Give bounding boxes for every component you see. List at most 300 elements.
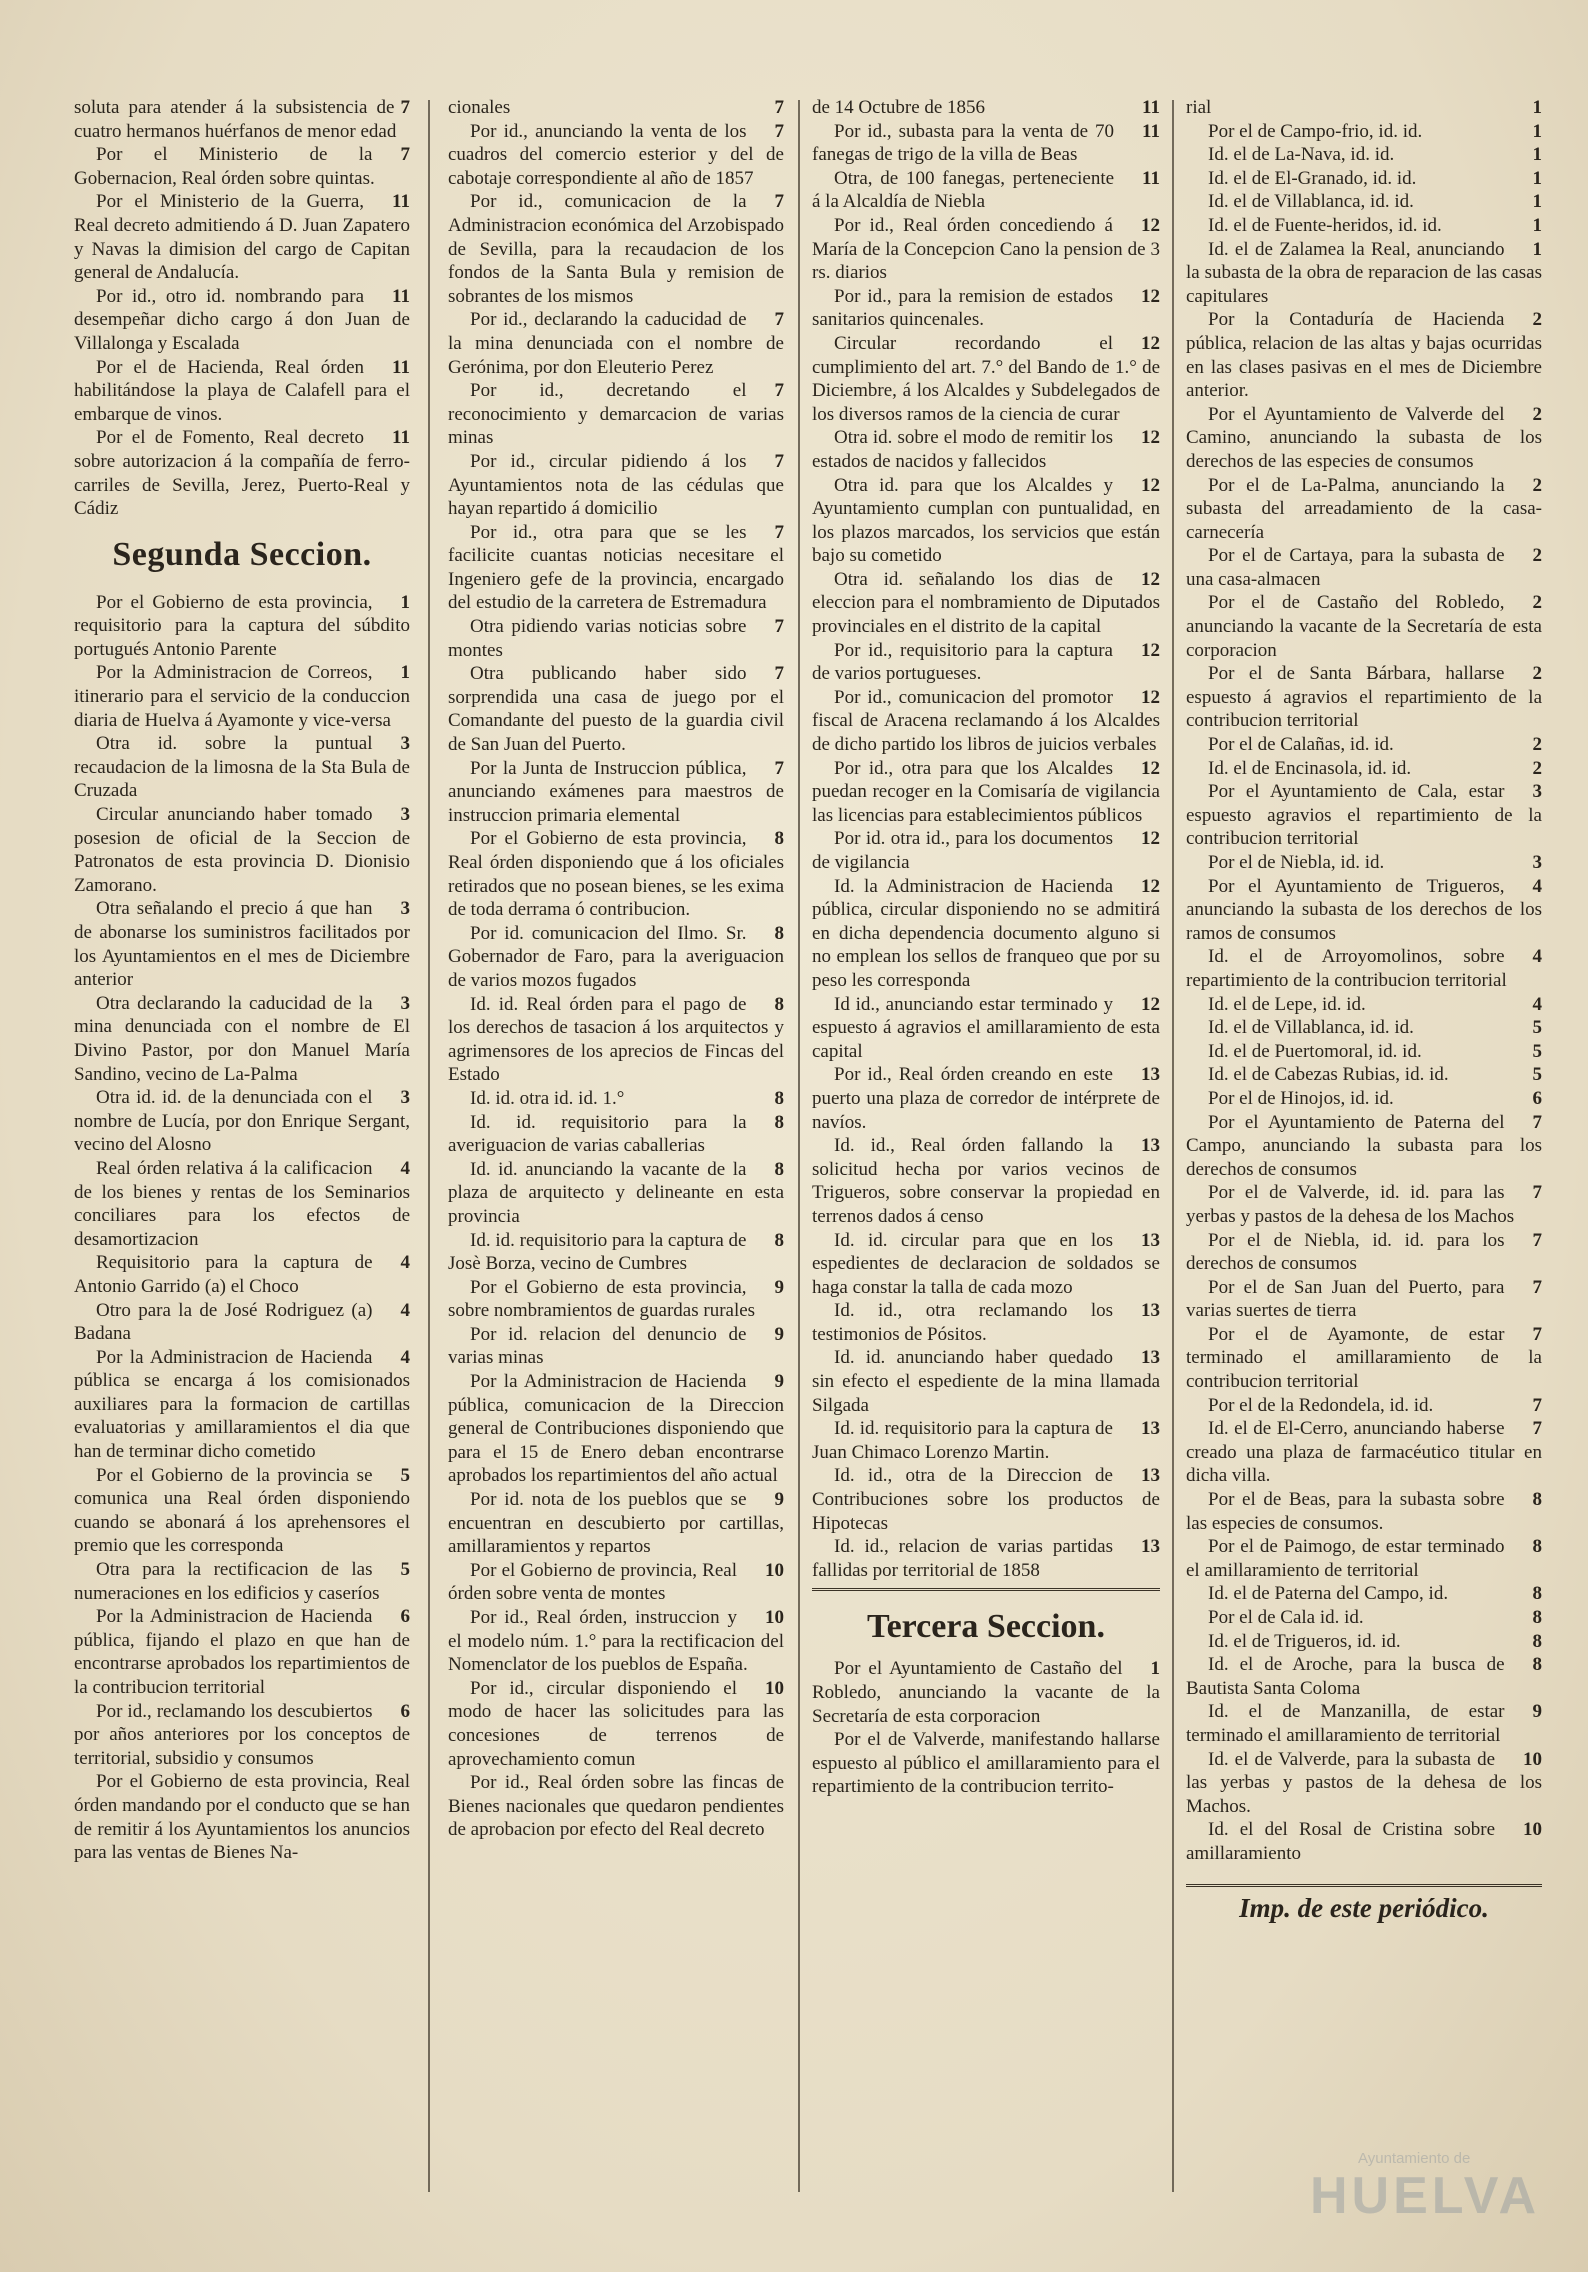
entry-text: Por el de Cala id. id. — [1208, 1607, 1364, 1628]
entry-text: Por id., comunicacion del promotor fiscal de Aracena reclamando á los Alcaldes de dicho partido los libros de juicios verbales — [812, 686, 1160, 756]
page-number: 4 — [1532, 875, 1542, 897]
entry-text: Por la Administracion de Hacienda pública, fijando el plazo en que han de encontrarse aprobados los repartimientos de la contribucion territorial — [74, 1606, 410, 1698]
index-entry — [448, 993, 784, 1087]
page-number: 7 — [400, 144, 410, 166]
entry-text: Id. id. requisitorio para la captura de Juan Chimaco Lorenzo Martin. — [812, 1418, 1113, 1463]
archive-watermark-logo — [1290, 2150, 1570, 2230]
page-number: 9 — [774, 1489, 784, 1511]
entry-text: Por el de Castaño del Robledo, anunciando la vacante de la Secretaría de esta corporacion — [1186, 592, 1542, 661]
page-number: 4 — [400, 1252, 410, 1274]
page-number: 13 — [1141, 1347, 1160, 1369]
entry-text: Por id., Real órden, instruccion y el modelo núm. 1.° para la rectificacion del Nomenclator de los pueblos de España. — [448, 1607, 784, 1676]
index-entry — [448, 96, 784, 120]
index-entry — [74, 96, 410, 143]
entry-text: Otra id. sobre el modo de remitir los estados de nacidos y fallecidos — [812, 427, 1113, 472]
index-entry — [448, 1087, 784, 1111]
imprint-rule — [1186, 1884, 1542, 1887]
entry-text: Id. el de Lepe, id. id. — [1208, 993, 1366, 1015]
entry-text: Otra publicando haber sido sorprendida una casa de juego por el Comandante del puesto de la guardia civil de San Juan del Puerto. — [448, 663, 784, 756]
index-entry — [812, 1063, 1160, 1134]
page-number: 6 — [1532, 1087, 1542, 1109]
index-entry — [74, 1251, 410, 1298]
column-rule — [1172, 100, 1174, 2192]
index-entry — [812, 757, 1160, 828]
index-entry — [1186, 1016, 1542, 1040]
index-entry — [812, 474, 1160, 568]
index-list — [74, 591, 410, 1865]
page-number: 7 — [774, 663, 784, 685]
page-number: 8 — [1532, 1536, 1542, 1558]
index-list — [74, 96, 410, 521]
index-entry — [448, 521, 784, 615]
index-entry — [448, 1488, 784, 1559]
page-number: 12 — [1141, 285, 1160, 307]
index-entry — [1186, 1229, 1542, 1276]
entry-text: Por el Ayuntamiento de Paterna del Campo, anunciando la subasta para los derechos de consumos — [1186, 1111, 1542, 1180]
page-number: 7 — [1532, 1394, 1542, 1416]
page-number: 2 — [1532, 309, 1542, 331]
index-entry — [1186, 308, 1542, 402]
page-number: 1 — [1150, 1658, 1160, 1680]
index-entry — [812, 639, 1160, 686]
index-entry — [812, 827, 1160, 874]
entry-text: Por el Gobierno de esta provincia, Real órden disponiendo que á los oficiales retirados que no posean bienes, se les exima de toda derrama ó contribucion. — [448, 828, 784, 921]
entry-text: Otra señalando el precio á que han de abonarse los suministros facilitados por los Ayuntamientos en el mes de Diciembre anterior — [74, 898, 410, 991]
page-number: 3 — [400, 992, 410, 1014]
index-entry — [448, 757, 784, 828]
index-entry — [1186, 1417, 1542, 1488]
page-number: 10 — [765, 1677, 784, 1699]
entry-text: Por id., comunicacion de la Administracion económica del Arzobispado de Sevilla, para la recaudacion de los fondos de la Santa Bula y remision de sobrantes de los mismos — [448, 191, 784, 307]
index-entry — [812, 1229, 1160, 1300]
page-number: 7 — [774, 191, 784, 213]
entry-text: Id. la Administracion de Hacienda pública, circular disponiendo no se admitirá en dicha dependencia documento alguno si no emplean los sellos de franqueo que por su peso les corresponda — [812, 875, 1160, 991]
page-number: 6 — [400, 1606, 410, 1628]
entry-text: Id. el de Fuente-heridos, id. id. — [1208, 214, 1442, 236]
page-number: 11 — [1142, 120, 1160, 142]
entry-text: Por id., otro id. nombrando para desempeñar dicho cargo á don Juan de Villalonga y Escalada — [74, 285, 410, 354]
page-number: 5 — [400, 1464, 410, 1486]
index-entry — [448, 662, 784, 756]
entry-text: Por id., Real órden sobre las fincas de Bienes nacionales que quedaron pendientes de aprobacion por efecto del Real decreto — [448, 1772, 784, 1841]
index-entry — [1186, 662, 1542, 733]
page-number: 12 — [1141, 993, 1160, 1015]
index-entry — [74, 897, 410, 991]
page-number: 2 — [1532, 592, 1542, 614]
index-entry — [448, 615, 784, 662]
page-number: 12 — [1141, 686, 1160, 708]
entry-text: Por id. otra id., para los documentos de vigilancia — [812, 828, 1113, 873]
entry-text: Por el de Santa Bárbara, hallarse espuesto á agravios el repartimiento de la contribucion territorial — [1186, 663, 1542, 732]
page-number: 11 — [392, 427, 410, 449]
index-entry — [1186, 167, 1542, 191]
entry-text: Otra pidiendo varias noticias sobre montes — [448, 616, 747, 661]
index-entry — [1186, 1535, 1542, 1582]
index-entry — [812, 1464, 1160, 1535]
entry-text: Por el Gobierno de la provincia se comunica una Real órden disponiendo cuando se abonará á los aprehensores el premio que les corresponda — [74, 1464, 410, 1557]
index-entry — [1186, 1748, 1542, 1819]
entry-text: Id. id. requisitorio para la averiguacion de varias caballerias — [448, 1111, 747, 1157]
page-number: 4 — [400, 1299, 410, 1321]
index-entry — [812, 875, 1160, 993]
index-entry — [1186, 1582, 1542, 1606]
index-entry — [448, 450, 784, 521]
index-entry — [74, 356, 410, 427]
section-heading-tercera: Tercera Seccion. — [812, 1588, 1160, 1649]
page-number: 8 — [1532, 1630, 1542, 1652]
entry-text: Id. id., otra reclamando los testimonios de Pósitos. — [812, 1300, 1113, 1345]
index-entry — [812, 1417, 1160, 1464]
index-entry — [812, 686, 1160, 757]
entry-text: Otra id. id. de la denunciada con el nombre de Lucía, por don Enrique Sergant, vecino del Alosno — [74, 1087, 410, 1156]
page-number: 10 — [1523, 1748, 1542, 1770]
index-entry — [1186, 190, 1542, 214]
page-number: 2 — [1532, 734, 1542, 756]
index-entry — [74, 591, 410, 662]
entry-text: Por el de Beas, para la subasta sobre las especies de consumos. — [1186, 1489, 1505, 1534]
entry-text: Por el Ayuntamiento de Cala, estar espuesto agravios el repartimiento de la contribucion territorial — [1186, 781, 1542, 850]
index-entry — [812, 1657, 1160, 1728]
page-number: 6 — [400, 1700, 410, 1722]
page-number: 8 — [1532, 1489, 1542, 1511]
entry-text: Por el Gobierno de esta provincia, requisitorio para la captura del súbdito portugués Antonio Parente — [74, 591, 410, 660]
page-number: 5 — [1532, 1017, 1542, 1039]
index-entry — [812, 993, 1160, 1064]
entry-text: Por el Gobierno de esta provincia, sobre nombramientos de guardas rurales — [448, 1276, 756, 1322]
entry-text: Id. el de Zalamea la Real, anunciando la subasta de la obra de reparacion de las casas capitulares — [1186, 238, 1542, 307]
entry-text: Por el Gobierno de esta provincia, Real órden mandando por el conducto que se han de remitir á los Ayuntamientos los anuncios para las ventas de Bienes Na- — [74, 1771, 410, 1864]
watermark-small-text: Ayuntamiento de — [1358, 2150, 1471, 2167]
index-entry — [1186, 214, 1542, 238]
index-entry — [1186, 1818, 1542, 1865]
page-number: 7 — [1532, 1323, 1542, 1345]
page-number: 3 — [400, 733, 410, 755]
page-number: 11 — [392, 285, 410, 307]
entry-text: Otra, de 100 fanegas, perteneciente á la Alcaldía de Niebla — [812, 167, 1115, 213]
entry-text: Id. el de Villablanca, id. id. — [1208, 191, 1414, 213]
page-number: 11 — [392, 356, 410, 378]
page-number: 8 — [774, 1111, 784, 1133]
index-entry — [1186, 591, 1542, 662]
entry-text: Por el Gobierno de provincia, Real órden sobre venta de montes — [448, 1559, 737, 1605]
page-number: 5 — [1532, 1064, 1542, 1086]
entry-text: Requisitorio para la captura de Antonio Garrido (a) el Choco — [74, 1252, 373, 1297]
page-number: 9 — [774, 1276, 784, 1298]
entry-text: Por id. nota de los pueblos que se encuentran en descubierto por cartillas, amillaramientos y repartos — [448, 1489, 784, 1558]
index-entry — [1186, 120, 1542, 144]
entry-text: Por la Junta de Instruccion pública, anunciando exámenes para maestros de instruccion primaria elemental — [448, 757, 784, 826]
entry-text: Por el de Hinojos, id. id. — [1208, 1087, 1394, 1109]
index-entry — [74, 285, 410, 356]
entry-text: Id. id., otra de la Direccion de Contribuciones sobre los productos de Hipotecas — [812, 1465, 1160, 1534]
entry-text: Por id., para la remision de estados sanitarios quincenales. — [812, 285, 1113, 331]
entry-text: Id. el de El-Granado, id. id. — [1208, 167, 1417, 189]
entry-text: Id. id., relacion de varias partidas fallidas por territorial de 1858 — [812, 1536, 1113, 1581]
page-number: 7 — [1532, 1111, 1542, 1133]
page-number: 11 — [1142, 167, 1160, 189]
index-entry — [74, 1299, 410, 1346]
page-number: 2 — [1532, 663, 1542, 685]
imprint-line: Imp. de este periódico. — [1239, 1892, 1489, 1923]
page-number: 3 — [400, 898, 410, 920]
page-number: 7 — [1532, 1276, 1542, 1298]
entry-text: Por id., requisitorio para la captura de varios portugueses. — [812, 639, 1113, 685]
entry-text: soluta para atender á la subsistencia de cuatro hermanos huérfanos de menor edad — [74, 97, 397, 142]
index-entry — [812, 332, 1160, 426]
page-number: 13 — [1141, 1418, 1160, 1440]
entry-text: Por la Administracion de Hacienda pública se encarga á los comisionados auxiliares para la formacion de cartillas evaluatorias y amillaramientos el dia que han de terminar dicho cometido — [74, 1346, 410, 1463]
index-entry — [448, 379, 784, 450]
entry-text: Id. el del Rosal de Cristina sobre amillaramiento — [1186, 1819, 1495, 1864]
entry-text: Id id., anunciando estar terminado y espuesto á agravios el amillaramiento de esta capital — [812, 993, 1160, 1062]
page-number: 8 — [1532, 1583, 1542, 1605]
page-number: 2 — [1532, 545, 1542, 567]
index-entry — [448, 1158, 784, 1229]
column-2 — [448, 96, 784, 2232]
page-number: 10 — [765, 1607, 784, 1628]
index-entry — [1186, 544, 1542, 591]
page-number: 12 — [1141, 639, 1160, 661]
entry-text: Por la Contaduría de Hacienda pública, relacion de las altas y bajas ocurridas en las clases pasivas en el mes de Diciembre anterior. — [1186, 309, 1542, 402]
column-rule — [428, 100, 430, 2192]
page-number: 2 — [1532, 403, 1542, 425]
page-number: 3 — [400, 804, 410, 826]
page-number: 12 — [1141, 875, 1160, 897]
entry-text: Por id., Real órden creando en este puerto una plaza de corredor de intérprete de navíos. — [812, 1064, 1160, 1133]
index-entry — [448, 922, 784, 993]
index-entry — [1186, 1488, 1542, 1535]
index-list — [1186, 96, 1542, 1866]
column-rule — [798, 100, 800, 2192]
entry-text: Por id., Real órden concediendo á María de la Concepcion Cano la pension de 3 rs. diarios — [812, 214, 1160, 284]
index-entry — [74, 1464, 410, 1558]
index-entry — [1186, 851, 1542, 875]
entry-text: Por id., anunciando la venta de los cuadros del comercio esterior y del de cabotaje correspondiente al año de 1857 — [448, 120, 784, 189]
entry-text: Por id., decretando el reconocimiento y demarcacion de varias minas — [448, 380, 784, 449]
entry-text: de 14 Octubre de 1856 — [812, 97, 986, 118]
entry-text: Por el Ayuntamiento de Trigueros, anunciando la subasta de los derechos de los ramos de consumos — [1186, 875, 1542, 944]
page-number: 1 — [1532, 238, 1542, 260]
index-list — [812, 1657, 1160, 1799]
page-number: 1 — [1532, 214, 1542, 236]
entry-text: Por la Administracion de Hacienda pública, comunicacion de la Direccion general de Contribuciones disponiendo que para el 15 de Enero deban encontrarse aprobados los repartimientos del año actual — [448, 1371, 784, 1487]
index-entry — [74, 143, 410, 190]
entry-text: Id. el de La-Nava, id. id. — [1208, 144, 1395, 166]
entry-text: Id. el de Villablanca, id. id. — [1208, 1017, 1414, 1039]
index-entry — [1186, 1181, 1542, 1228]
index-entry — [448, 1559, 784, 1606]
page-number: 5 — [1532, 1040, 1542, 1062]
index-entry — [1186, 757, 1542, 781]
page-number: 7 — [774, 616, 784, 638]
page-number: 8 — [1532, 1607, 1542, 1628]
page-number: 11 — [392, 191, 410, 213]
entry-text: Por el Ministerio de la Guerra, Real decreto admitiendo á D. Juan Zapatero y Navas la dimision del cargo de Capitan general de Andalucía. — [74, 191, 410, 284]
page-number: 8 — [1532, 1654, 1542, 1676]
index-entry — [1186, 474, 1542, 545]
entry-text: Id. id. anunciando haber quedado sin efecto el espediente de la mina llamada Silgada — [812, 1347, 1160, 1416]
index-entry — [448, 1276, 784, 1323]
entry-text: Id. el de Aroche, para la busca de Bautista Santa Coloma — [1186, 1654, 1505, 1699]
page-number: 7 — [774, 521, 784, 543]
index-entry — [812, 1299, 1160, 1346]
index-entry — [74, 803, 410, 897]
index-entry — [1186, 1040, 1542, 1064]
entry-text: Id. id., Real órden fallando la solicitud hecha por varios vecinos de Trigueros, sobre conservar la propiedad en terrenos dados á censo — [812, 1135, 1160, 1227]
entry-text: Por el de Calañas, id. id. — [1208, 734, 1394, 756]
page-number: 1 — [1532, 167, 1542, 189]
page-number: 5 — [400, 1559, 410, 1581]
entry-text: Id. el de Encinasola, id. id. — [1208, 757, 1412, 779]
page-number: 7 — [1532, 1418, 1542, 1440]
index-entry — [1186, 96, 1542, 120]
page-number: 7 — [774, 380, 784, 402]
index-list — [812, 96, 1160, 1582]
entry-text: Por id. comunicacion del Ilmo. Sr. Gobernador de Faro, para la averiguacion de varios mozos fugados — [448, 922, 784, 991]
page-number: 13 — [1141, 1465, 1160, 1487]
index-entry — [448, 1606, 784, 1677]
entry-text: Id. el de Cabezas Rubias, id. id. — [1208, 1064, 1449, 1086]
page-number: 11 — [1142, 97, 1160, 118]
page-number: 7 — [400, 97, 410, 118]
entry-text: Id. el de Paterna del Campo, id. — [1208, 1583, 1449, 1605]
page-number: 12 — [1141, 214, 1160, 236]
index-entry — [1186, 1087, 1542, 1111]
page-number: 8 — [774, 1087, 784, 1109]
index-entry — [74, 190, 410, 284]
index-entry — [74, 426, 410, 520]
index-entry — [74, 1346, 410, 1464]
entry-text: Por el Ayuntamiento de Castaño del Robledo, anunciando la vacante de la Secretaría de esta corporacion — [812, 1658, 1160, 1727]
entry-text: Id. el de Puertomoral, id. id. — [1208, 1040, 1422, 1062]
page-number: 7 — [1532, 1229, 1542, 1251]
index-entry — [448, 1677, 784, 1771]
watermark-big-text: HUELVA — [1310, 2167, 1541, 2225]
index-entry — [1186, 945, 1542, 992]
column-1 — [74, 96, 410, 2232]
page-number: 8 — [774, 1229, 784, 1251]
page-number: 8 — [774, 922, 784, 944]
page-number: 1 — [1532, 144, 1542, 166]
entry-text: Por el Ministerio de la Gobernacion, Real órden sobre quintas. — [74, 144, 375, 189]
page-number: 4 — [400, 1157, 410, 1179]
index-entry — [74, 732, 410, 803]
entry-text: Id. el de El-Cerro, anunciando haberse creado una plaza de farmacéutico titular en dicha villa. — [1186, 1418, 1542, 1487]
page-number: 4 — [400, 1346, 410, 1368]
page-number: 8 — [774, 1158, 784, 1180]
entry-text: Id. el de Manzanilla, de estar terminado el amillaramiento de territorial — [1186, 1701, 1505, 1746]
page-number: 12 — [1141, 568, 1160, 590]
page-number: 1 — [400, 591, 410, 613]
page-number: 7 — [774, 757, 784, 779]
entry-text: Id. el de Arroyomolinos, sobre repartimiento de la contribucion territorial — [1186, 946, 1507, 991]
entry-text: Otra para la rectificacion de las numeraciones en los edificios y caseríos — [74, 1559, 380, 1604]
page-number: 12 — [1141, 828, 1160, 850]
page-number: 1 — [1532, 191, 1542, 213]
index-entry — [448, 120, 784, 191]
index-entry — [74, 1086, 410, 1157]
page-number: 1 — [1532, 97, 1542, 118]
page-number: 2 — [1532, 757, 1542, 779]
entry-text: Por el de la Redondela, id. id. — [1208, 1394, 1434, 1416]
index-entry — [1186, 1606, 1542, 1630]
entry-text: Por el de Hacienda, Real órden habilitándose la playa de Calafell para el embarque de vinos. — [74, 356, 410, 425]
page-number: 12 — [1141, 474, 1160, 496]
index-entry — [1186, 1111, 1542, 1182]
page-number: 10 — [765, 1559, 784, 1581]
page-number: 7 — [774, 450, 784, 472]
entry-text: Por el de La-Palma, anunciando la subasta del arreadamiento de la casa-carnecería — [1186, 474, 1542, 543]
page-number: 12 — [1141, 757, 1160, 779]
page-number: 1 — [1532, 120, 1542, 142]
index-entry — [1186, 238, 1542, 309]
index-entry — [812, 1728, 1160, 1799]
entry-text: Por el de Campo-frio, id. id. — [1208, 120, 1423, 142]
entry-text: Por id., circular pidiendo á los Ayuntamientos nota de las cédulas que hayan repartido á domicilio — [448, 450, 784, 520]
entry-text: Id. id. Real órden para el pago de los derechos de tasacion á los arquitectos y agrimensores de los aprecios de Fincas del Estado — [448, 993, 784, 1086]
index-entry — [448, 190, 784, 308]
column-3 — [812, 96, 1160, 2232]
entry-text: Otra id. para que los Alcaldes y Ayuntamiento cumplan con puntualidad, en los plazos marcados, los servicios que están bajo su cometido — [812, 474, 1160, 567]
index-entry — [1186, 143, 1542, 167]
index-entry — [1186, 1276, 1542, 1323]
entry-text: Id. id. requisitorio para la captura de Josè Borza, vecino de Cumbres — [448, 1229, 747, 1275]
index-entry — [74, 661, 410, 732]
entry-text: Otra id. señalando los dias de eleccion para el nombramiento de Diputados provinciales en el distrito de la capital — [812, 568, 1160, 638]
entry-text: Otro para la de José Rodriguez (a) Badana — [74, 1299, 373, 1345]
page-number: 8 — [774, 993, 784, 1015]
page-number: 13 — [1141, 1536, 1160, 1558]
page-number: 13 — [1141, 1300, 1160, 1322]
entry-text: Por id., otra para que los Alcaldes puedan recoger en la Comisaría de vigilancia las licencias para establecimientos públicos — [812, 757, 1160, 826]
index-entry — [1186, 1323, 1542, 1394]
index-entry — [812, 1346, 1160, 1417]
entry-text: Por el de Valverde, manifestando hallarse espuesto al público el amillaramiento para el repartimiento de la contribucion territo- — [812, 1729, 1160, 1798]
index-entry — [74, 1157, 410, 1251]
index-entry — [812, 568, 1160, 639]
entry-text: cionales — [448, 97, 511, 118]
index-entry — [1186, 1063, 1542, 1087]
index-entry — [1186, 875, 1542, 946]
page-number: 10 — [1523, 1819, 1542, 1841]
entry-text: Id. id. circular para que en los espedientes de declaracion de soldados se haga constar la talla de cada mozo — [812, 1229, 1160, 1298]
entry-text: Por el de Valverde, id. id. para las yerbas y pastos de la dehesa de los Machos — [1186, 1182, 1515, 1227]
entry-text: Circular recordando el cumplimiento del art. 7.° del Bando de 1.° de Diciembre, á los Alcaldes y Subdelegados de los diversos ramos de la ciencia de curar — [812, 332, 1160, 425]
page-number: 7 — [774, 97, 784, 118]
page-number: 7 — [1532, 1182, 1542, 1204]
page-number: 7 — [774, 309, 784, 331]
index-entry — [1186, 403, 1542, 474]
page-number: 13 — [1141, 1064, 1160, 1086]
page-number: 3 — [1532, 781, 1542, 803]
index-entry — [1186, 1700, 1542, 1747]
entry-text: Por id., declarando la caducidad de la mina denunciada con el nombre de Gerónima, por don Eleuterio Perez — [448, 309, 784, 378]
page-number: 12 — [1141, 427, 1160, 449]
index-entry — [812, 426, 1160, 473]
index-entry — [448, 308, 784, 379]
page-number: 9 — [774, 1323, 784, 1345]
index-entry — [74, 1700, 410, 1771]
index-entry — [1186, 1653, 1542, 1700]
index-entry — [812, 1134, 1160, 1228]
entry-text: Id. id. anunciando la vacante de la plaza de arquitecto y delineante en esta provincia — [448, 1158, 784, 1227]
entry-text: Por id. relacion del denuncio de varias minas — [448, 1323, 747, 1369]
entry-text: Otra declarando la caducidad de la mina denunciada con el nombre de El Divino Pastor, por don Manuel María Sandino, vecino de La-Palma — [74, 992, 410, 1085]
index-entry — [812, 96, 1160, 120]
entry-text: Por el Ayuntamiento de Valverde del Camino, anunciando la subasta de los derechos de las especies de consumos — [1186, 403, 1542, 472]
entry-text: Por el de Cartaya, para la subasta de una casa-almacen — [1186, 545, 1505, 590]
entry-text: Por id., otra para que se les facilicite cuantas noticias necesitare el Ingeniero gefe de la provincia, encargado del estudio de la carretera de Estremadura — [448, 521, 784, 614]
